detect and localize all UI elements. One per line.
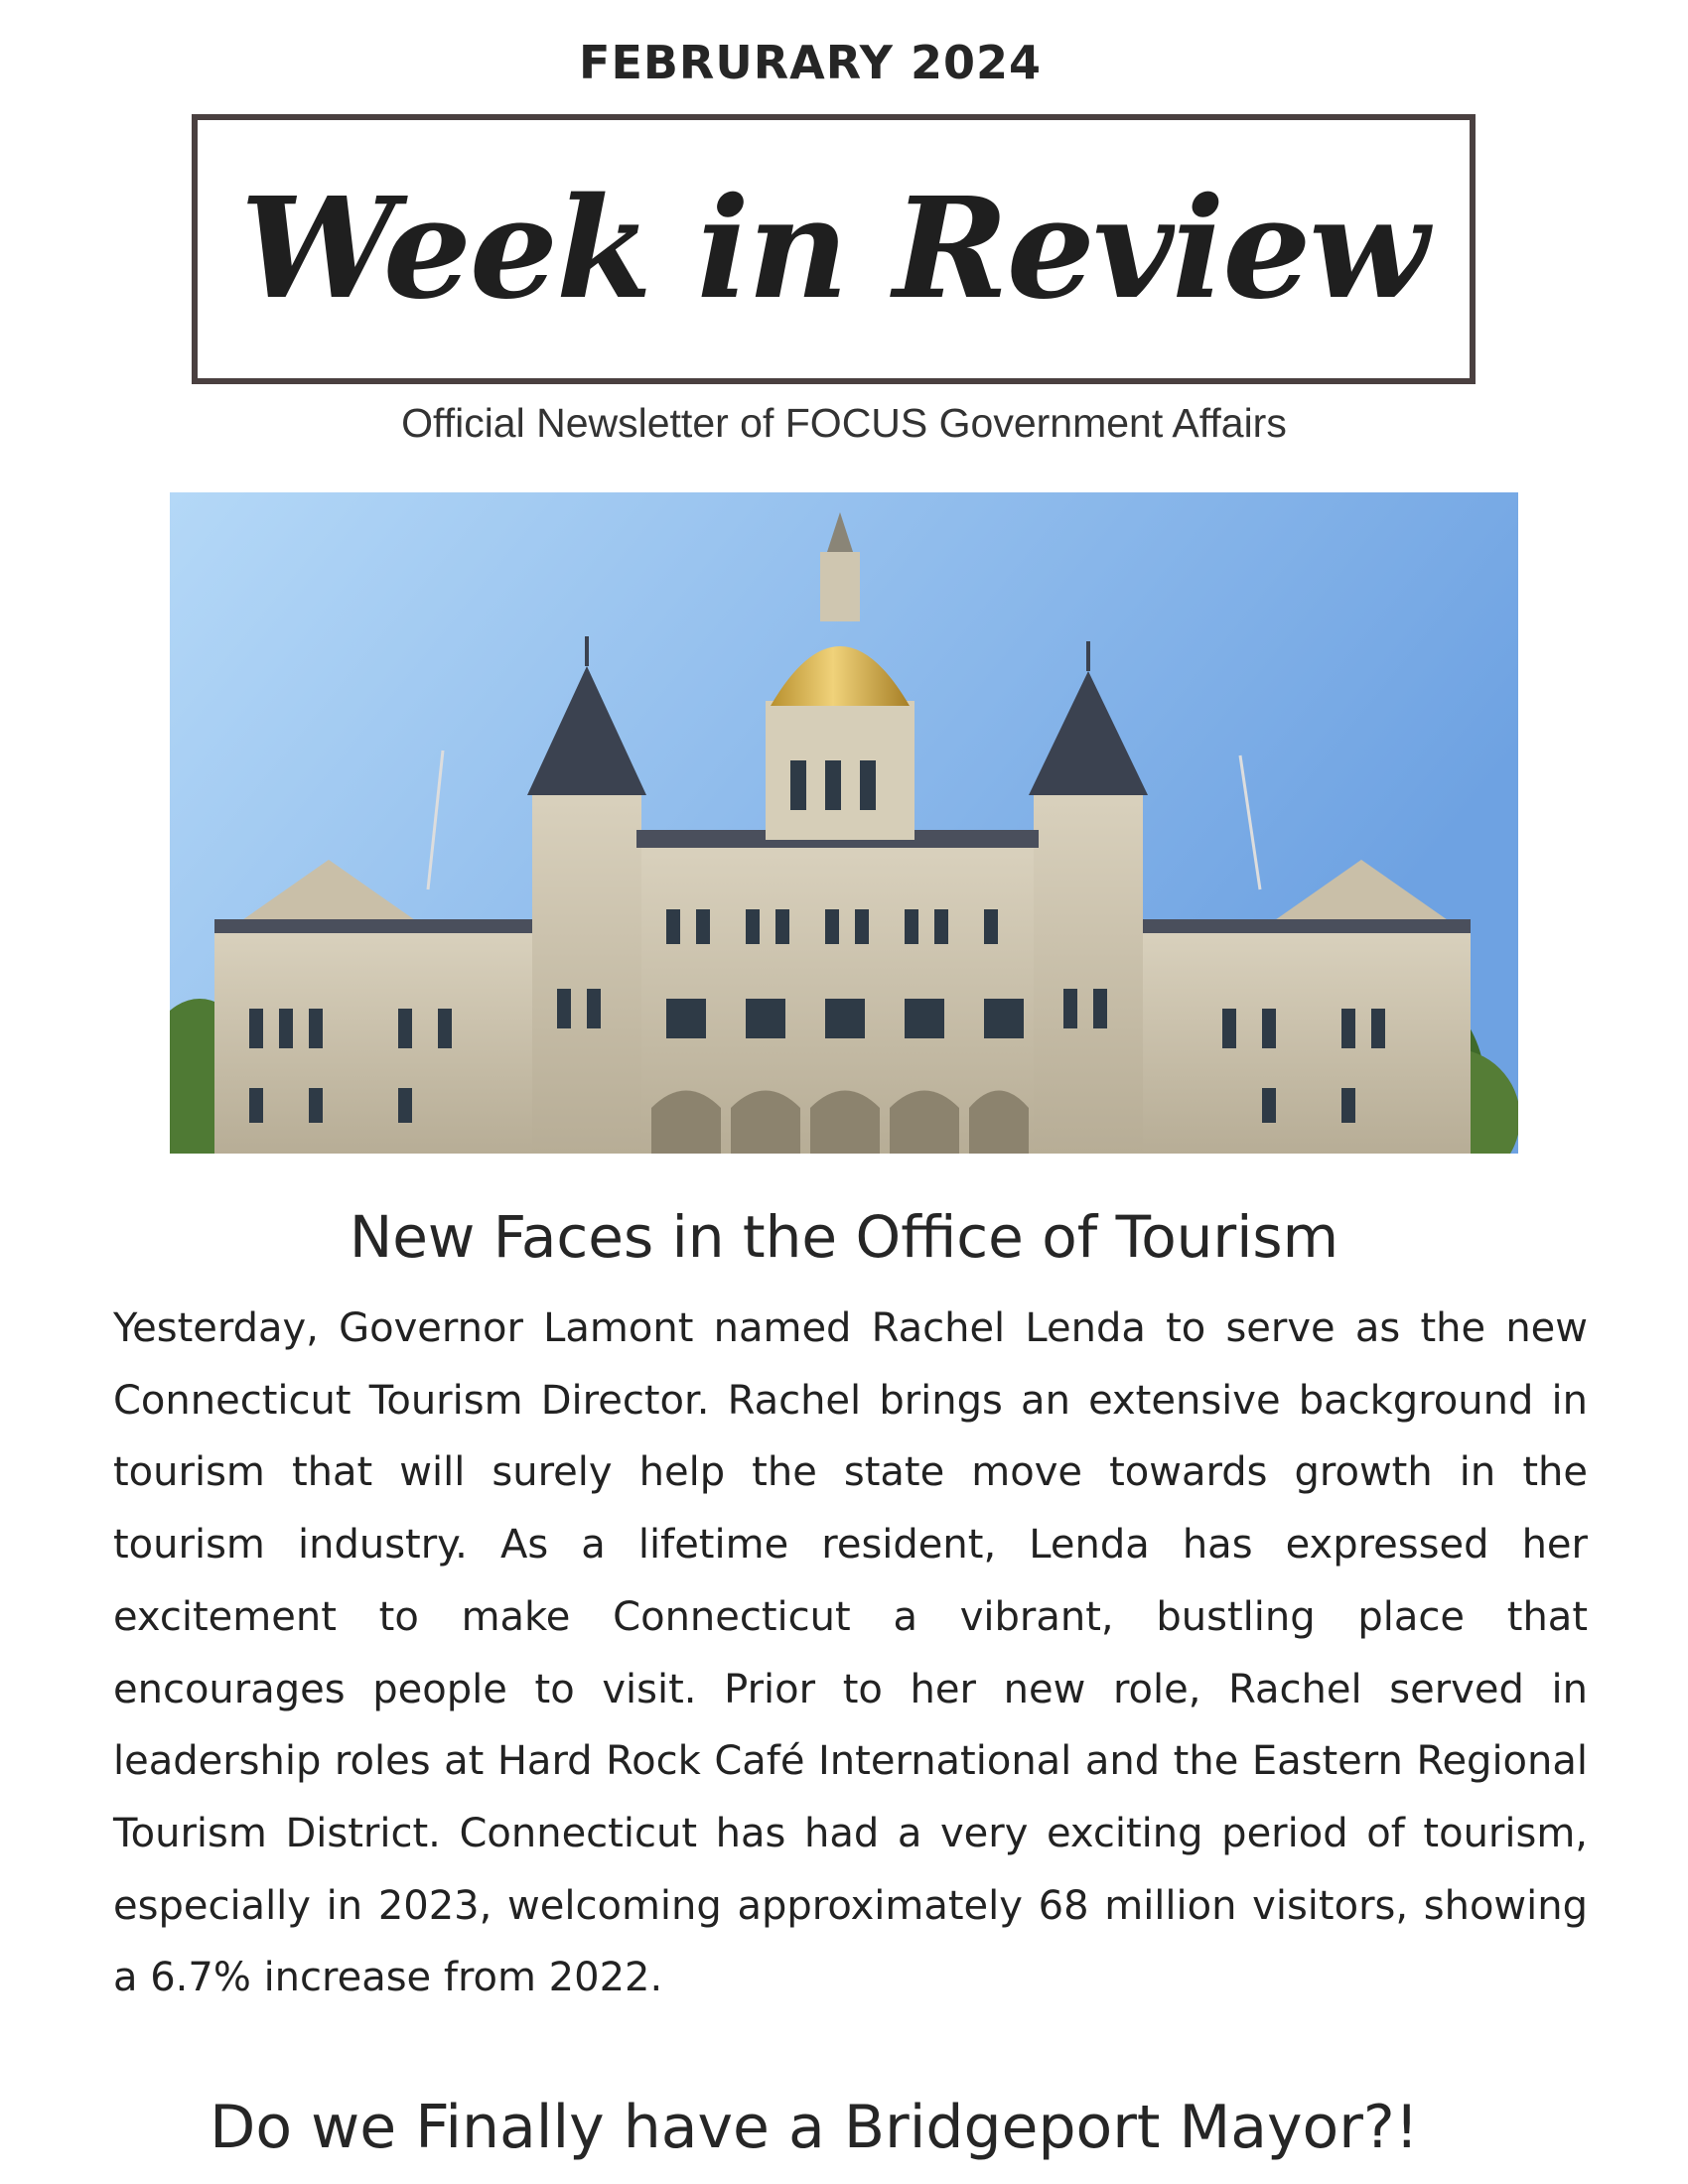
- issue-date: FEBRURARY 2024: [579, 36, 1042, 89]
- article-headline-bridgeport: Do we Finally have a Bridgeport Mayor?!: [210, 2093, 1419, 2162]
- capitol-building-image: [170, 492, 1518, 1154]
- newsletter-subtitle: Official Newsletter of FOCUS Government Affairs: [401, 400, 1287, 446]
- article-body-tourism: Yesterday, Governor Lamont named Rachel Lenda to serve as the new Connecticut Tourism Director. Rachel brings an extensive background in tourism that will surely help the state move towards growth in the tourism industry. As a lifetime resident, Lenda has expressed her excitement to make Connecticut a vibrant, bustling place that encourages people to visit. Prior to her new role, Rachel served in leadership roles at Hard Rock Café International and the Eastern Regional Tourism District. Connecticut has had a very exciting period of tourism, especially in 2023, welcoming approximately 68 million visitors, showing a 6.7% increase from 2022.: [113, 1305, 1588, 2001]
- capitol-illustration: [170, 492, 1518, 1154]
- article-headline-tourism: New Faces in the Office of Tourism: [349, 1203, 1339, 1271]
- masthead-title: Week in Review: [240, 168, 1427, 331]
- masthead-box: [192, 114, 1476, 384]
